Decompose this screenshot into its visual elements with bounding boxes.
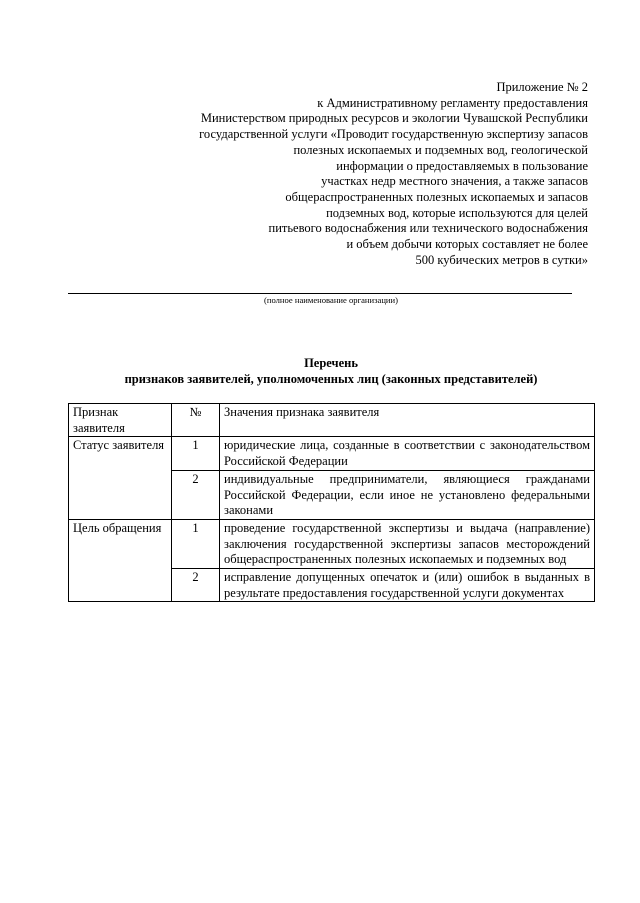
applicant-criteria-table	[68, 403, 595, 602]
value-cell: юридические лица, созданные в соответствии с законодательством Российской Федерации	[220, 437, 595, 470]
header-criterion: Признак заявителя	[69, 404, 172, 437]
appendix-line: Министерством природных ресурсов и экологии Чувашской Республики	[200, 111, 588, 126]
value-cell: исправление допущенных опечаток и (или) ошибок в выданных в результате предоставления государственной услуги документах	[220, 569, 595, 602]
number-cell: 2	[172, 569, 220, 602]
document-title-line-1: Перечень	[304, 356, 358, 370]
criterion-cell: Статус заявителя	[69, 437, 172, 520]
appendix-line: государственной услуги «Проводит государственную экспертизу запасов	[199, 127, 588, 142]
organization-name-line	[68, 293, 572, 294]
table-row	[69, 519, 595, 568]
appendix-line: участках недр местного значения, а также запасов	[321, 174, 588, 189]
document-title	[68, 355, 594, 387]
appendix-line: питьевого водоснабжения или технического водоснабжения	[268, 221, 588, 236]
table-header-row	[69, 404, 595, 437]
appendix-line: общераспространенных полезных ископаемых и запасов	[285, 189, 588, 204]
number-cell: 1	[172, 519, 220, 568]
header-value: Значения признака заявителя	[220, 404, 595, 437]
appendix-line: к Административному регламенту предоставления	[317, 95, 588, 110]
appendix-header	[148, 80, 588, 268]
appendix-line: информации о предоставляемых в пользование	[336, 158, 588, 173]
criterion-cell: Цель обращения	[69, 519, 172, 602]
document-title-line-2: признаков заявителей, уполномоченных лиц (законных представителей)	[124, 372, 538, 386]
number-cell: 2	[172, 470, 220, 519]
appendix-line: полезных ископаемых и подземных вод, геологической	[293, 142, 588, 157]
table-row	[69, 437, 595, 470]
appendix-line: Приложение № 2	[496, 80, 588, 94]
appendix-line: подземных вод, которые используются для целей	[326, 205, 588, 220]
header-number: №	[172, 404, 220, 437]
number-cell: 1	[172, 437, 220, 470]
appendix-line: и объем добычи которых составляет не более	[346, 237, 588, 252]
value-cell: проведение государственной экспертизы и выдача (направление) заключения государственной экспертизы запасов месторождений общераспространенных полезных ископаемых и подземных вод	[220, 519, 595, 568]
value-cell: индивидуальные предприниматели, являющиеся гражданами Российской Федерации, если иное не установлено федеральными законами	[220, 470, 595, 519]
organization-name-caption: (полное наименование организации)	[264, 295, 398, 305]
appendix-line: 500 кубических метров в сутки»	[415, 252, 588, 267]
